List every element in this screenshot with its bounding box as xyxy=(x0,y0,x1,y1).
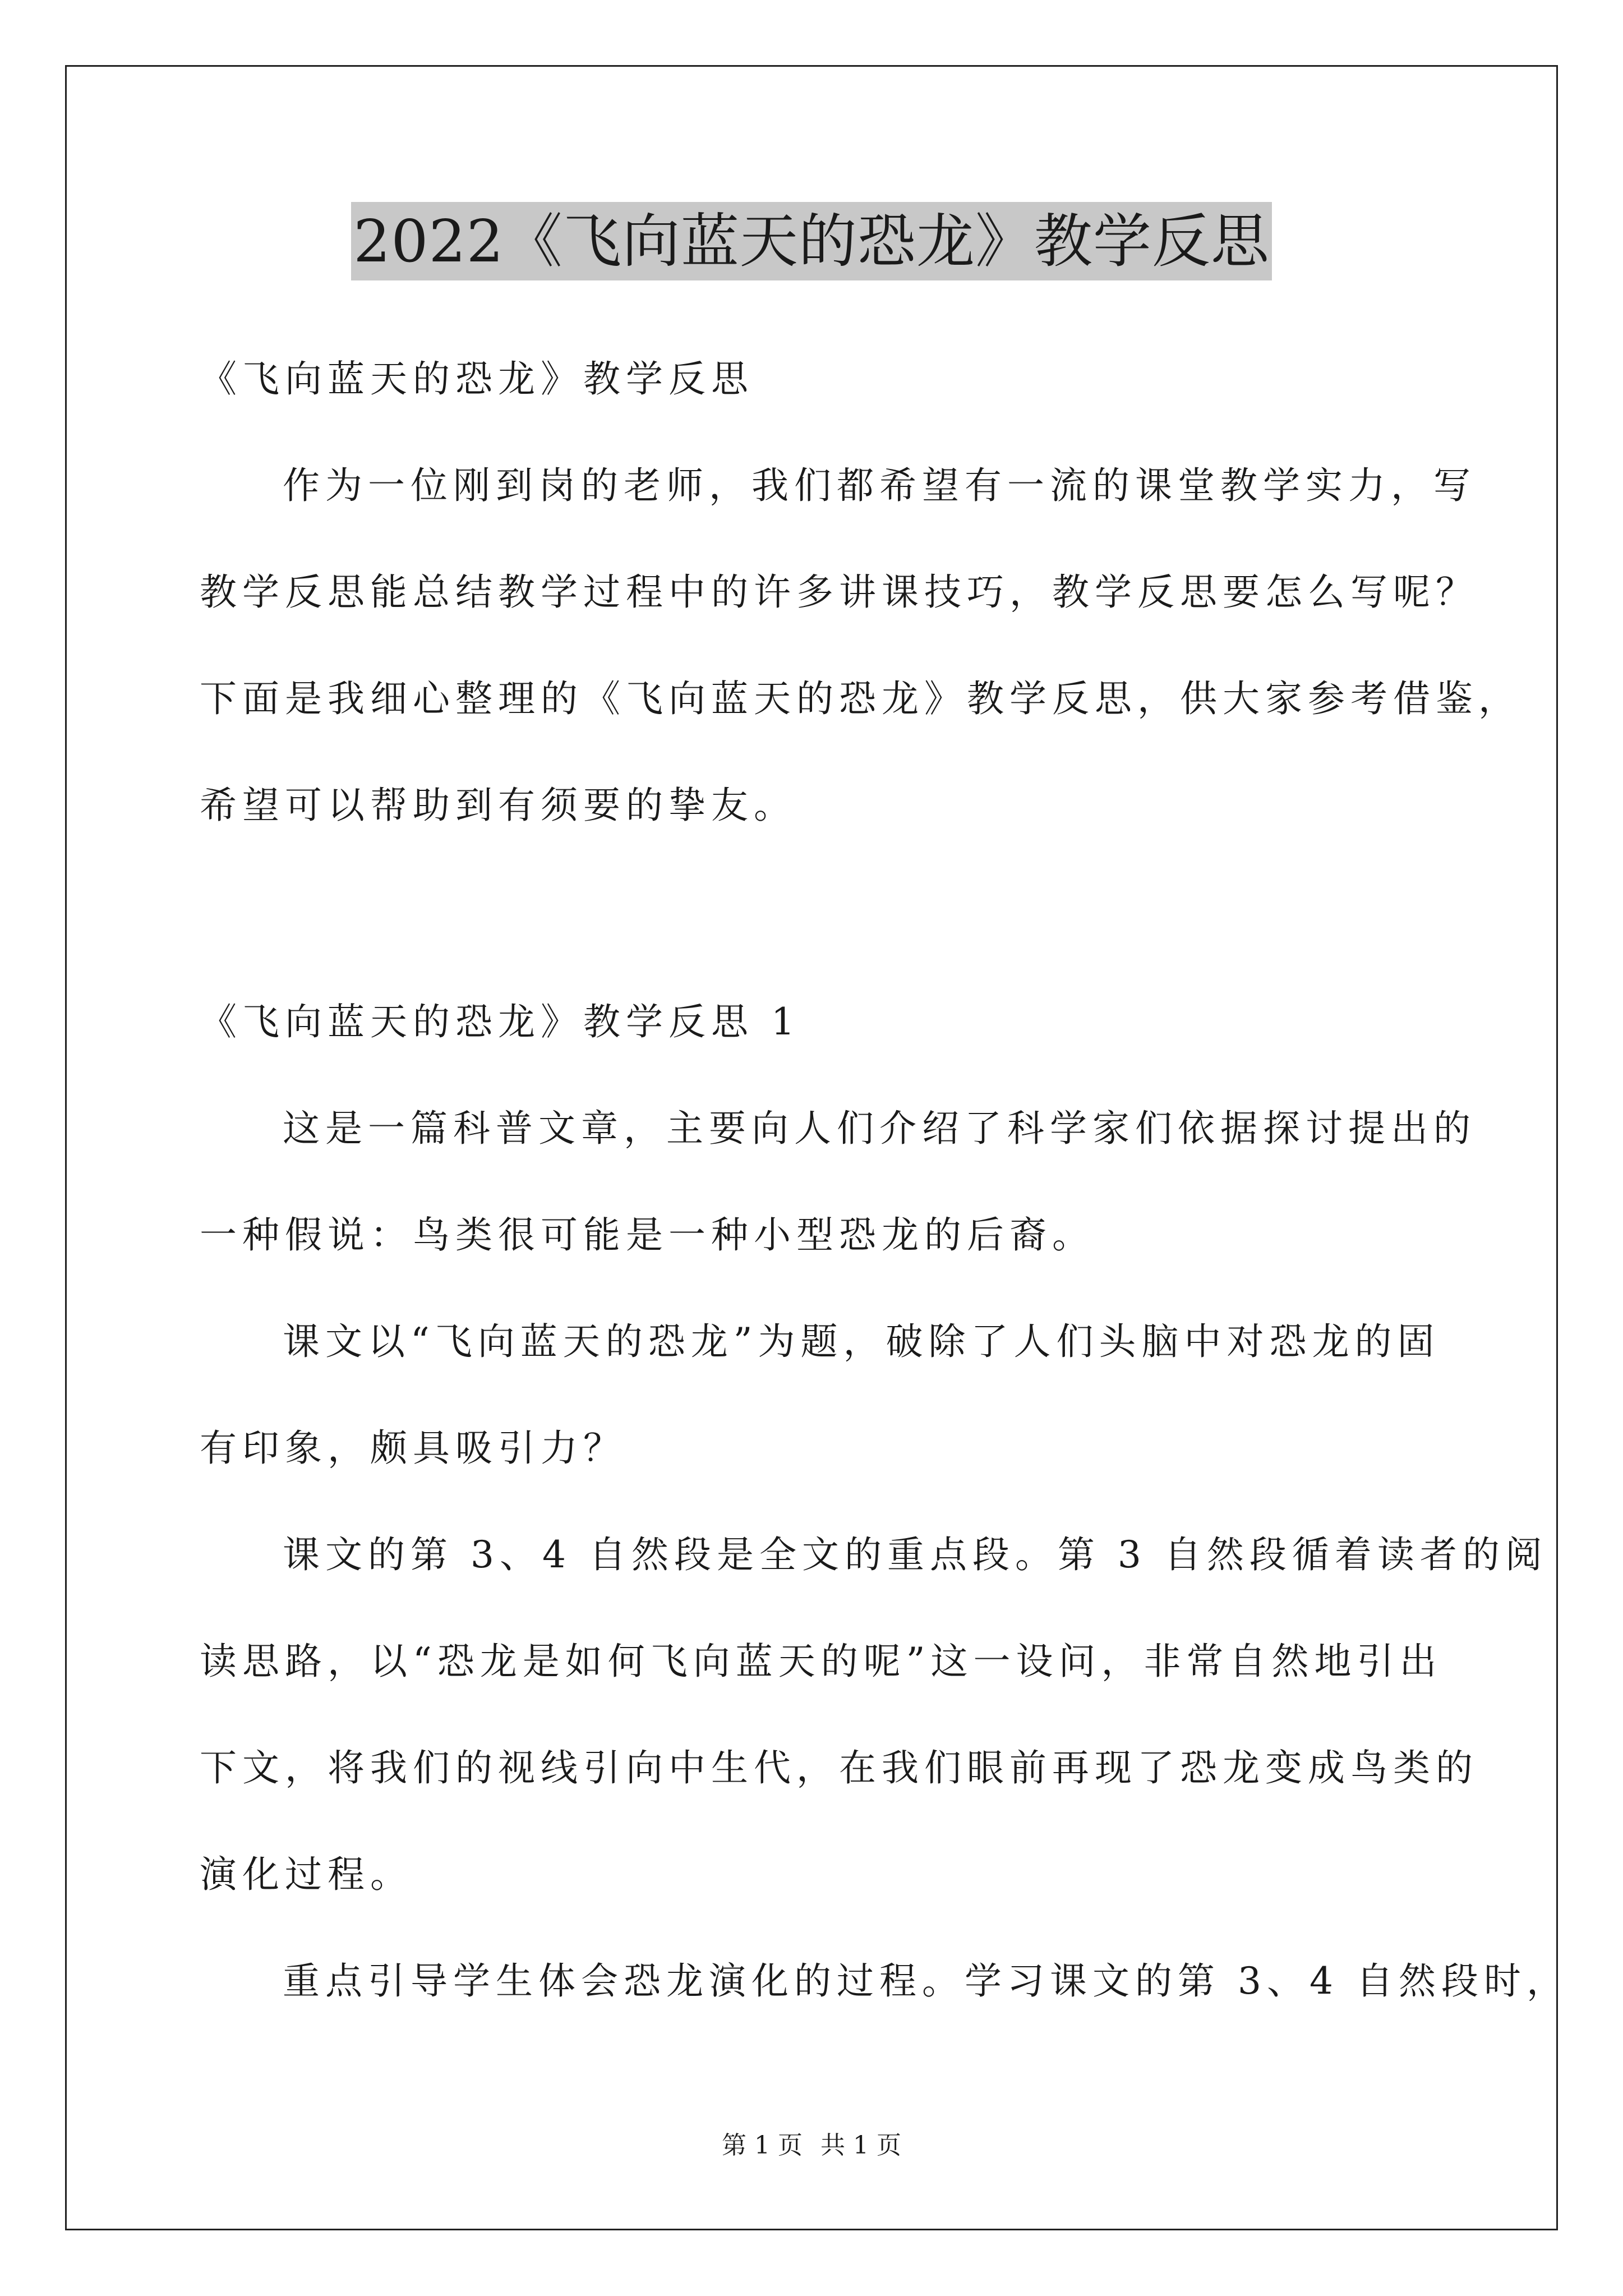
section-heading: 《飞向蓝天的恐龙》教学反思 1 xyxy=(200,1000,800,1043)
title-container xyxy=(0,202,1623,280)
paragraph-line: 教学反思能总结教学过程中的许多讲课技巧，教学反思要怎么写呢？ xyxy=(200,570,1478,614)
page-total: 共 1 页 xyxy=(820,2131,901,2160)
paragraph-line: 读思路，以“恐龙是如何飞向蓝天的呢”这一设问，非常自然地引出 xyxy=(200,1640,1442,1683)
paragraph-line: 重点引导学生体会恐龙演化的过程。学习课文的第 3、4 自然段时， xyxy=(283,1959,1569,2003)
paragraph-line: 一种假说：鸟类很可能是一种小型恐龙的后裔。 xyxy=(200,1213,1095,1257)
page-number: 第 1 页 xyxy=(722,2131,803,2160)
document-title: 2022《飞向蓝天的恐龙》教学反思 xyxy=(351,202,1272,280)
paragraph-line: 演化过程。 xyxy=(200,1853,413,1896)
paragraph-line: 有印象，颇具吸引力？ xyxy=(200,1427,626,1470)
paragraph-line: 课文的第 3、4 自然段是全文的重点段。第 3 自然段循着读者的阅 xyxy=(283,1533,1548,1576)
page-footer xyxy=(0,2130,1623,2161)
paragraph-line: 下文，将我们的视线引向中生代，在我们眼前再现了恐龙变成鸟类的 xyxy=(200,1746,1478,1789)
paragraph-line: 作为一位刚到岗的老师，我们都希望有一流的课堂教学实力，写 xyxy=(283,464,1476,507)
subtitle: 《飞向蓝天的恐龙》教学反思 xyxy=(200,357,754,401)
paragraph-line: 课文以“飞向蓝天的恐龙”为题，破除了人们头脑中对恐龙的固 xyxy=(283,1320,1440,1363)
paragraph-line: 希望可以帮助到有须要的挚友。 xyxy=(200,784,796,827)
paragraph-line: 这是一篇科普文章，主要向人们介绍了科学家们依据探讨提出的 xyxy=(283,1107,1476,1150)
paragraph-line: 下面是我细心整理的《飞向蓝天的恐龙》教学反思，供大家参考借鉴， xyxy=(200,677,1521,720)
